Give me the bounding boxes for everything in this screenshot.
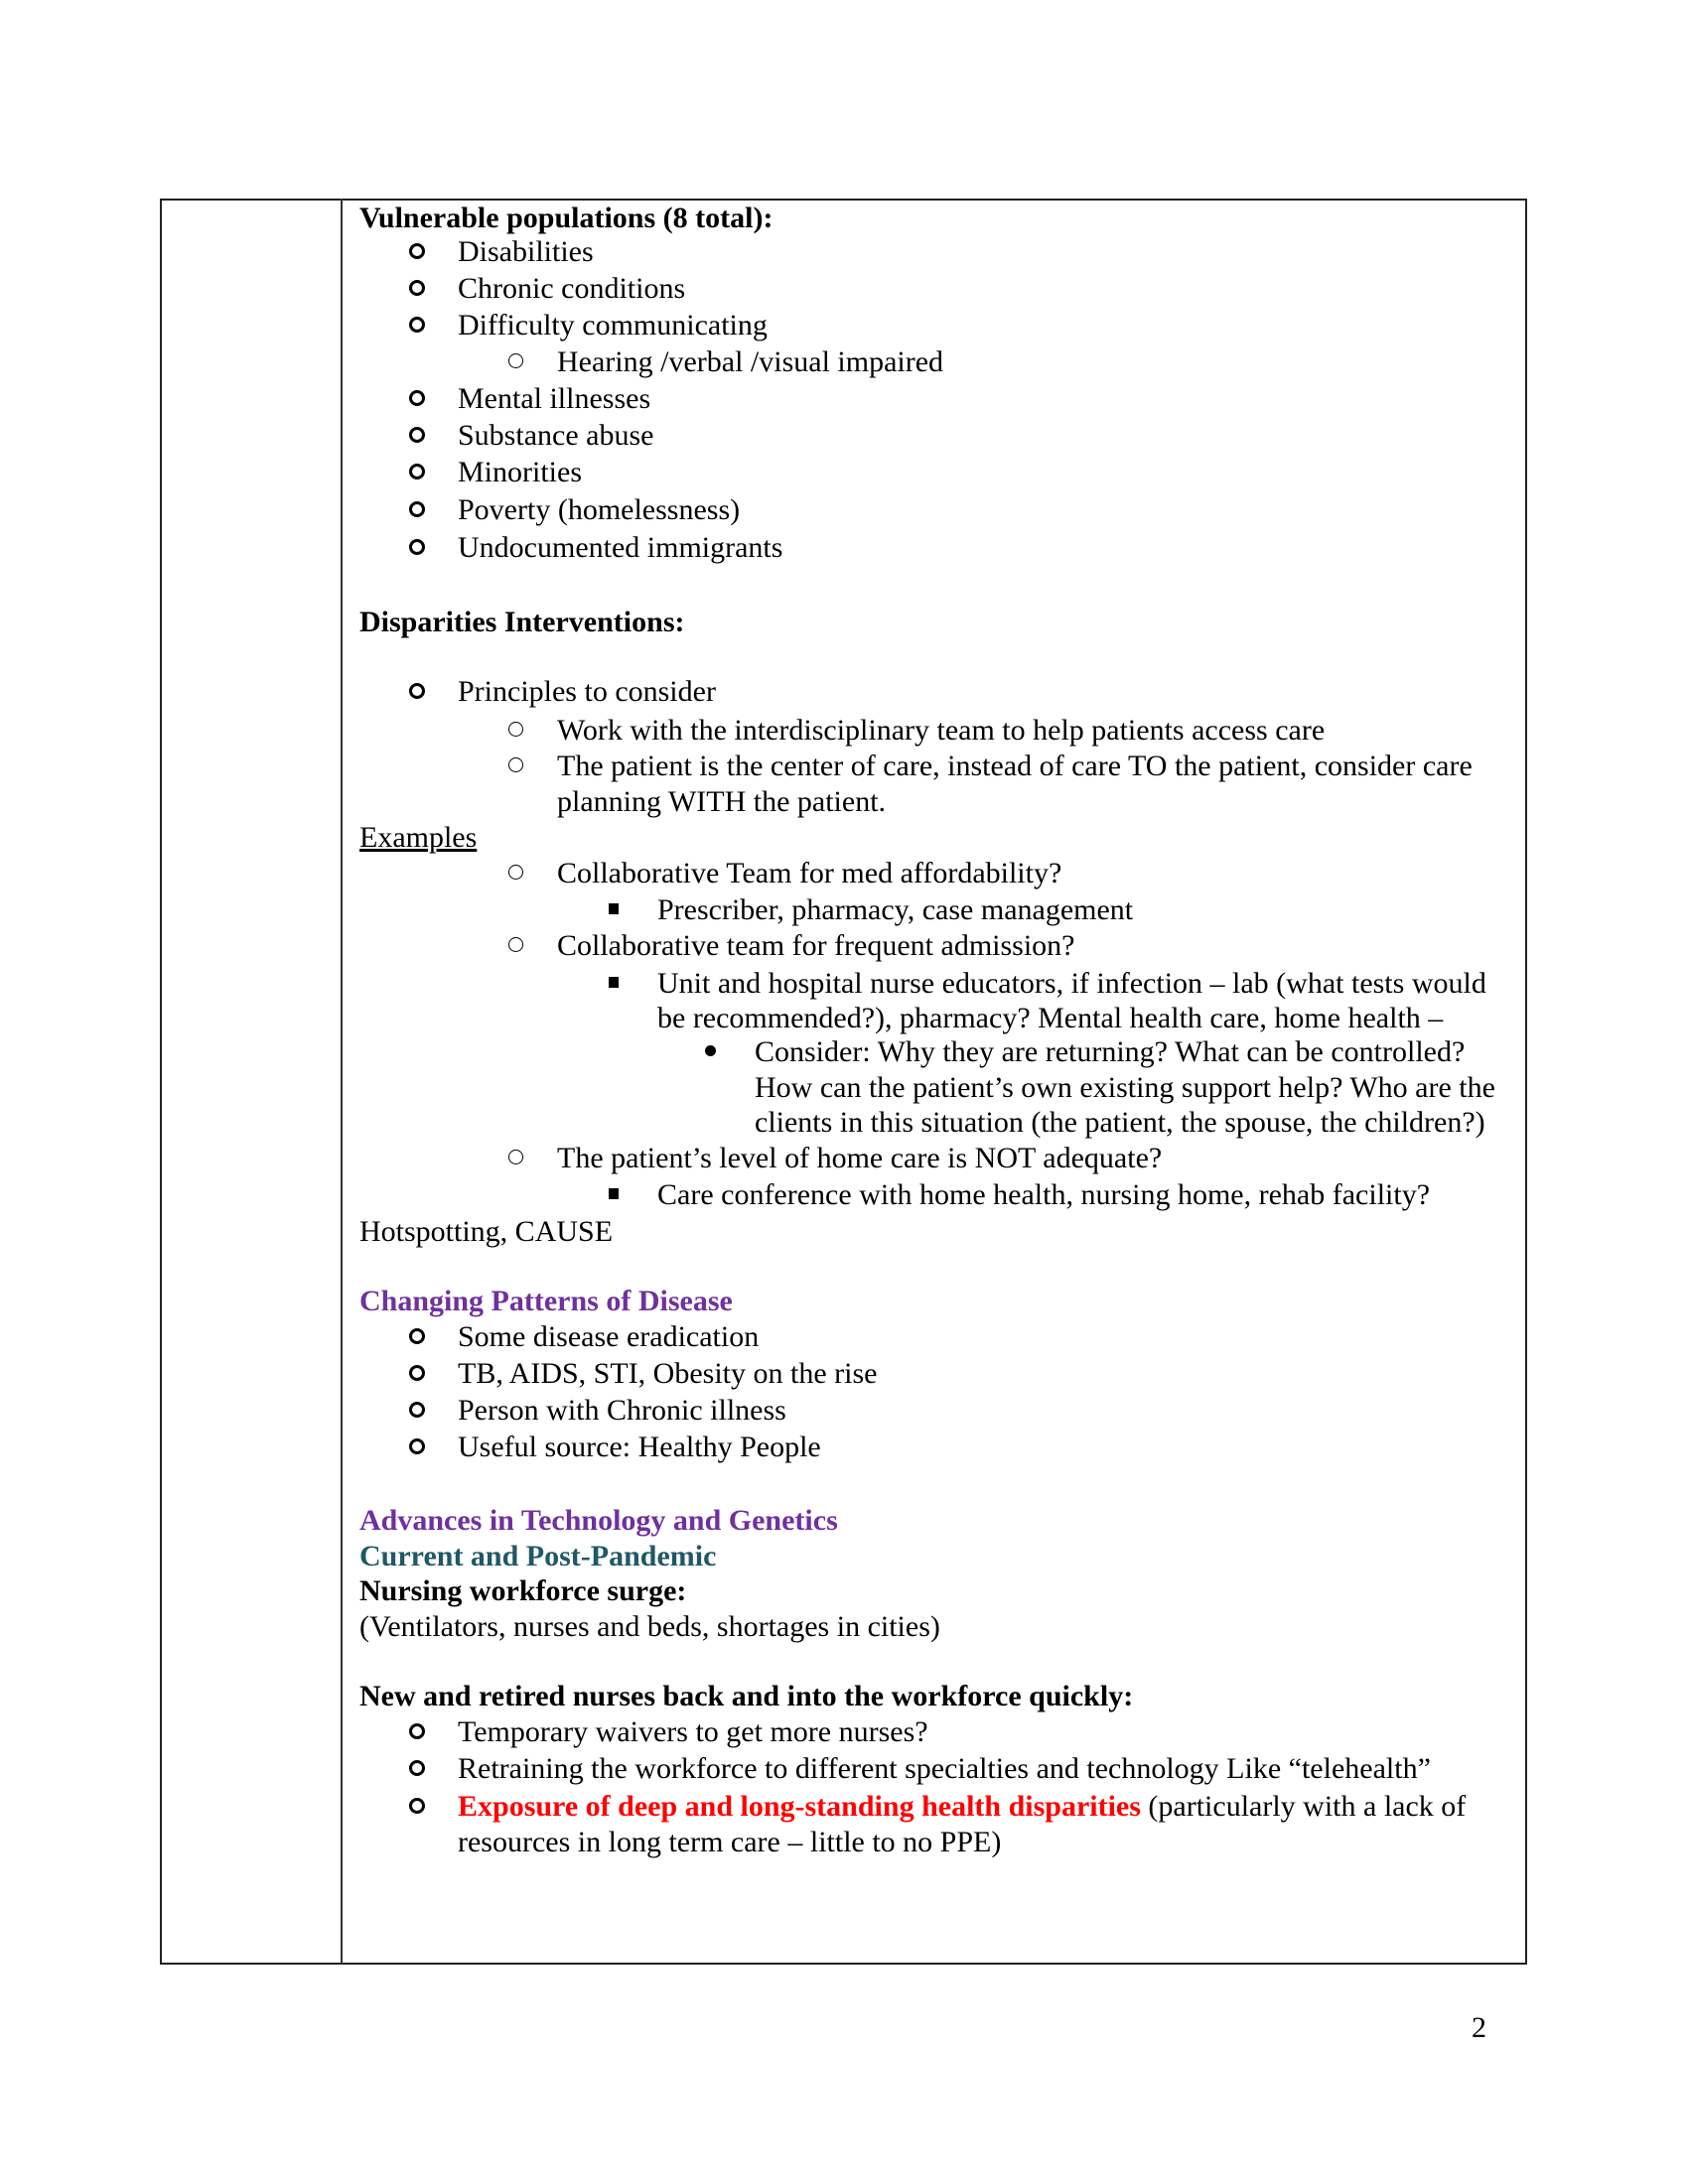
list-item: TB, AIDS, STI, Obesity on the rise xyxy=(458,1357,878,1390)
filled-bullet-icon xyxy=(705,1045,716,1056)
hollow-bullet-icon xyxy=(409,1798,425,1814)
list-sub-item: Work with the interdisciplinary team to help patients access care xyxy=(557,714,1326,747)
list-item: Substance abuse xyxy=(458,419,654,452)
list-sub-sub-item: Care conference with home health, nursing home, rehab facility? xyxy=(657,1178,1431,1211)
circle-bullet-icon xyxy=(508,1150,523,1164)
list-item: Disabilities xyxy=(458,235,594,268)
list-item: Retraining the workforce to different specialties and technology Like “telehealth” xyxy=(458,1752,1431,1785)
list-item: Principles to consider xyxy=(458,675,716,708)
hollow-bullet-icon xyxy=(409,539,425,555)
hollow-bullet-icon xyxy=(409,1438,425,1454)
list-sub-item: The patient is the center of care, instead of care TO the patient, consider care xyxy=(557,750,1473,782)
circle-bullet-icon xyxy=(508,722,523,737)
hollow-bullet-icon xyxy=(409,1365,425,1381)
list-sub-sub-item-continued: be recommended?), pharmacy? Mental health care, home health – xyxy=(657,1002,1444,1034)
pandemic-heading: Current and Post-Pandemic xyxy=(359,1540,717,1572)
list-sub-item: Hearing /verbal /visual impaired xyxy=(557,345,944,378)
list-sub-sub-item: Prescriber, pharmacy, case management xyxy=(657,893,1134,926)
square-bullet-icon xyxy=(609,977,619,988)
exposure-highlight: Exposure of deep and long-standing health disparities xyxy=(458,1790,1141,1823)
list-item-continued: resources in long term care – little to no PPE) xyxy=(458,1826,1002,1858)
workforce-heading: New and retired nurses back and into the workforce quickly: xyxy=(359,1680,1134,1712)
list-sub-item: Collaborative team for frequent admission? xyxy=(557,929,1075,962)
hollow-bullet-icon xyxy=(409,1328,425,1344)
list-item: Temporary waivers to get more nurses? xyxy=(458,1715,928,1748)
circle-bullet-icon xyxy=(508,757,523,772)
list-item: Mental illnesses xyxy=(458,382,651,415)
hollow-bullet-icon xyxy=(409,1723,425,1739)
hollow-bullet-icon xyxy=(409,464,425,479)
list-sub-item-continued: planning WITH the patient. xyxy=(557,785,887,818)
list-item: Difficulty communicating xyxy=(458,309,768,341)
list-item: Some disease eradication xyxy=(458,1320,760,1353)
technology-heading: Advances in Technology and Genetics xyxy=(359,1504,838,1537)
interventions-heading: Disparities Interventions: xyxy=(359,606,685,638)
list-sub-sub-item: Unit and hospital nurse educators, if infection – lab (what tests would xyxy=(657,967,1486,1000)
square-bullet-icon xyxy=(609,1188,619,1199)
list-sub-item: The patient’s level of home care is NOT adequate? xyxy=(557,1142,1163,1174)
hotspotting-text: Hotspotting, CAUSE xyxy=(359,1215,614,1248)
list-item: Undocumented immigrants xyxy=(458,531,783,564)
examples-label: Examples xyxy=(359,821,478,854)
list-item: Useful source: Healthy People xyxy=(458,1431,821,1463)
hollow-bullet-icon xyxy=(409,390,425,406)
exposure-rest: (particularly with a lack of xyxy=(1140,1790,1467,1823)
page-number: 2 xyxy=(1472,2011,1486,2044)
circle-bullet-icon xyxy=(508,865,523,880)
vulnerable-heading: Vulnerable populations (8 total): xyxy=(359,202,774,234)
hollow-bullet-icon xyxy=(409,427,425,443)
circle-bullet-icon xyxy=(508,353,523,368)
list-level4-item-continued: clients in this situation (the patient, the spouse, the children?) xyxy=(755,1106,1485,1139)
list-level4-item: Consider: Why they are returning? What can be controlled? xyxy=(755,1035,1466,1068)
list-item: Poverty (homelessness) xyxy=(458,493,741,526)
hollow-bullet-icon xyxy=(409,1760,425,1776)
hollow-bullet-icon xyxy=(409,243,425,259)
square-bullet-icon xyxy=(609,903,619,914)
hollow-bullet-icon xyxy=(409,317,425,333)
list-item: Person with Chronic illness xyxy=(458,1394,786,1427)
surge-heading: Nursing workforce surge: xyxy=(359,1574,687,1607)
hollow-bullet-icon xyxy=(409,683,425,699)
hollow-bullet-icon xyxy=(409,280,425,296)
list-sub-item: Collaborative Team for med affordability? xyxy=(557,857,1062,889)
list-item: Minorities xyxy=(458,456,582,488)
list-item xyxy=(458,1788,1466,1825)
circle-bullet-icon xyxy=(508,937,523,952)
table-column-divider xyxy=(341,199,343,1965)
list-level4-item-continued: How can the patient’s own existing support help? Who are the xyxy=(755,1071,1495,1104)
hollow-bullet-icon xyxy=(409,501,425,517)
surge-text: (Ventilators, nurses and beds, shortages in cities) xyxy=(359,1610,940,1643)
list-item: Chronic conditions xyxy=(458,272,686,305)
disease-heading: Changing Patterns of Disease xyxy=(359,1285,733,1317)
hollow-bullet-icon xyxy=(409,1402,425,1418)
